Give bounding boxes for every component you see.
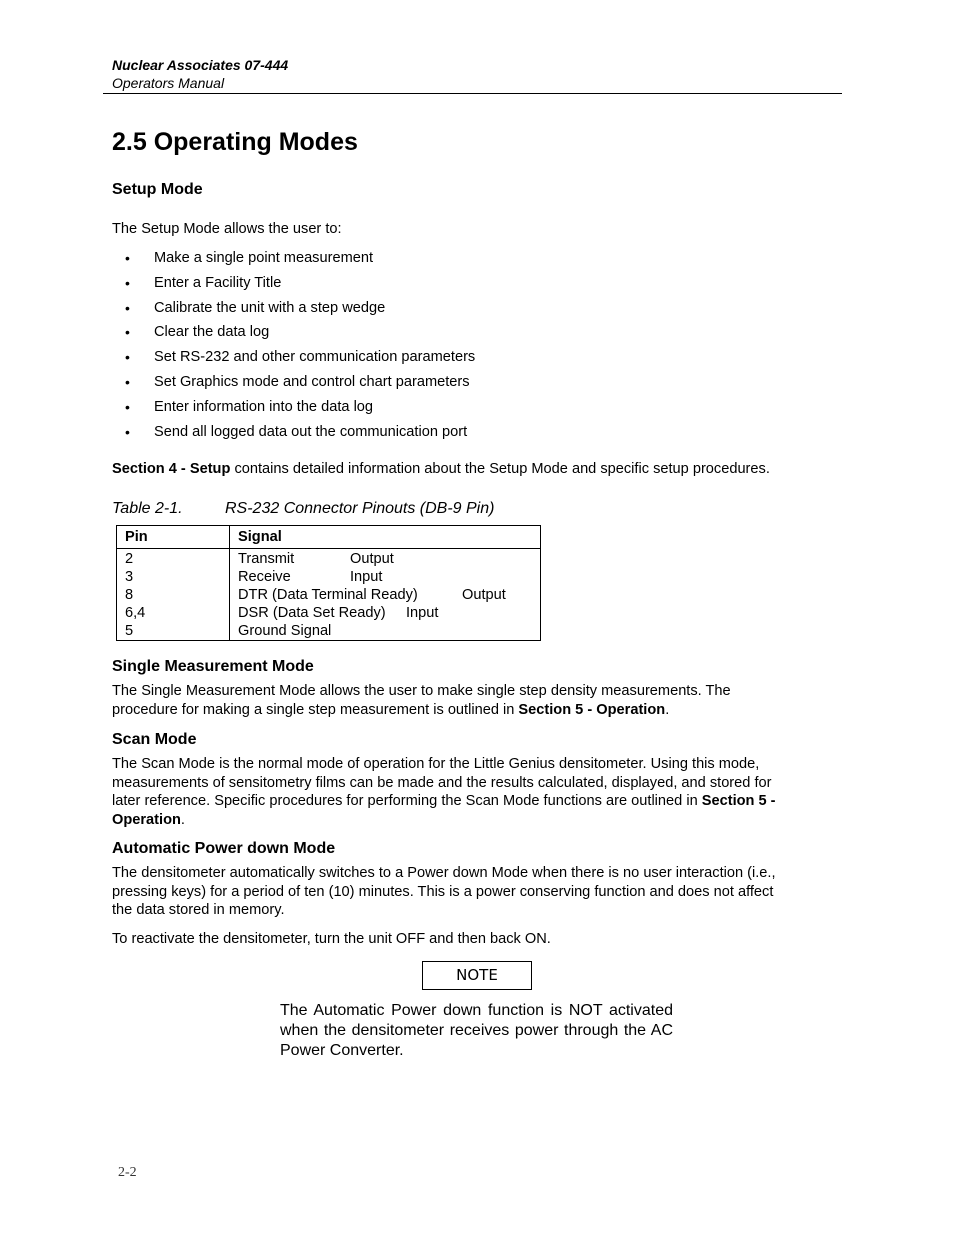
document-title: Nuclear Associates 07-444 [112,57,289,73]
list-item: • Calibrate the unit with a step wedge [125,299,386,316]
signal-row: DTR (Data Terminal Ready) Output [238,587,506,603]
setup-mode-list [125,249,475,447]
bullet-icon: • [125,299,130,316]
bullet-icon: • [125,398,130,415]
list-item: • Set RS-232 and other communication parameters [125,349,476,366]
power-down-text: The densitometer automatically switches to a Power down Mode when there is no user interaction (i.e., pressing keys) for a period of ten (10) minutes. This is a power conserving function and does not affect the data stored in memory. [112,865,776,918]
setup-mode-intro: The Setup Mode allows the user to: [112,221,342,237]
bullet-icon: • [125,423,130,440]
signal-cell [230,549,541,641]
list-item: • Set Graphics mode and control chart parameters [125,373,470,390]
note-label: NOTE [422,961,532,990]
bullet-icon: • [125,250,130,266]
signal-row: Transmit Output [238,551,394,567]
reactivate-text: To reactivate the densitometer, turn the unit OFF and then back ON. [112,931,551,947]
bullet-icon: • [125,274,130,291]
table-row [117,549,541,641]
header-rule [103,93,842,94]
scan-mode-heading: Scan Mode [112,731,197,748]
column-header-signal: Signal [230,526,541,549]
bullet-icon: • [125,349,130,366]
list-item: • Enter information into the data log [125,398,374,415]
bullet-icon: • [125,324,130,341]
setup-section-reference: Section 4 - Setup contains detailed information about the Setup Mode and specific setup procedures. [112,461,770,477]
list-item: • Clear the data log [125,324,270,341]
page-number: 2-2 [118,1165,137,1180]
pinout-table [116,525,541,641]
power-down-heading: Automatic Power down Mode [112,840,336,857]
setup-mode-heading: Setup Mode [112,181,203,198]
signal-row: Ground Signal [238,623,332,639]
table-header-row [117,526,541,549]
pin-cell: 2 3 8 6,4 5 [117,549,230,641]
list-item: • Enter a Facility Title [125,274,282,291]
list-item: • Make a single point measurement [125,250,374,266]
column-header-pin: Pin [117,526,230,549]
note-text: The Automatic Power down function is NOT activated when the densitometer receives power through the AC Power Converter. [280,1002,673,1059]
signal-row: DSR (Data Set Ready) Input [238,605,439,621]
signal-row: Receive Input [238,569,383,585]
single-measurement-heading: Single Measurement Mode [112,658,314,675]
document-subtitle: Operators Manual [112,75,225,91]
bullet-icon: • [125,373,130,390]
scan-mode-text: The Scan Mode is the normal mode of operation for the Little Genius densitometer. Using this mode, measurements of sensitometry films can be made and the results calculated, displayed, and stored for later reference. Specific procedures for performing the Scan Mode functions are outlined in Section 5 - Operation. [112,756,776,828]
table-caption-label: Table 2-1. [112,500,183,517]
single-measurement-text: The Single Measurement Mode allows the user to make single step density measurements. The procedure for making a single step measurement is outlined in Section 5 - Operation. [112,683,731,718]
table-caption-title: RS-232 Connector Pinouts (DB-9 Pin) [225,500,495,517]
table-caption [112,500,495,518]
list-item: • Send all logged data out the communication port [125,423,468,440]
section-heading: 2.5 Operating Modes [112,128,358,156]
